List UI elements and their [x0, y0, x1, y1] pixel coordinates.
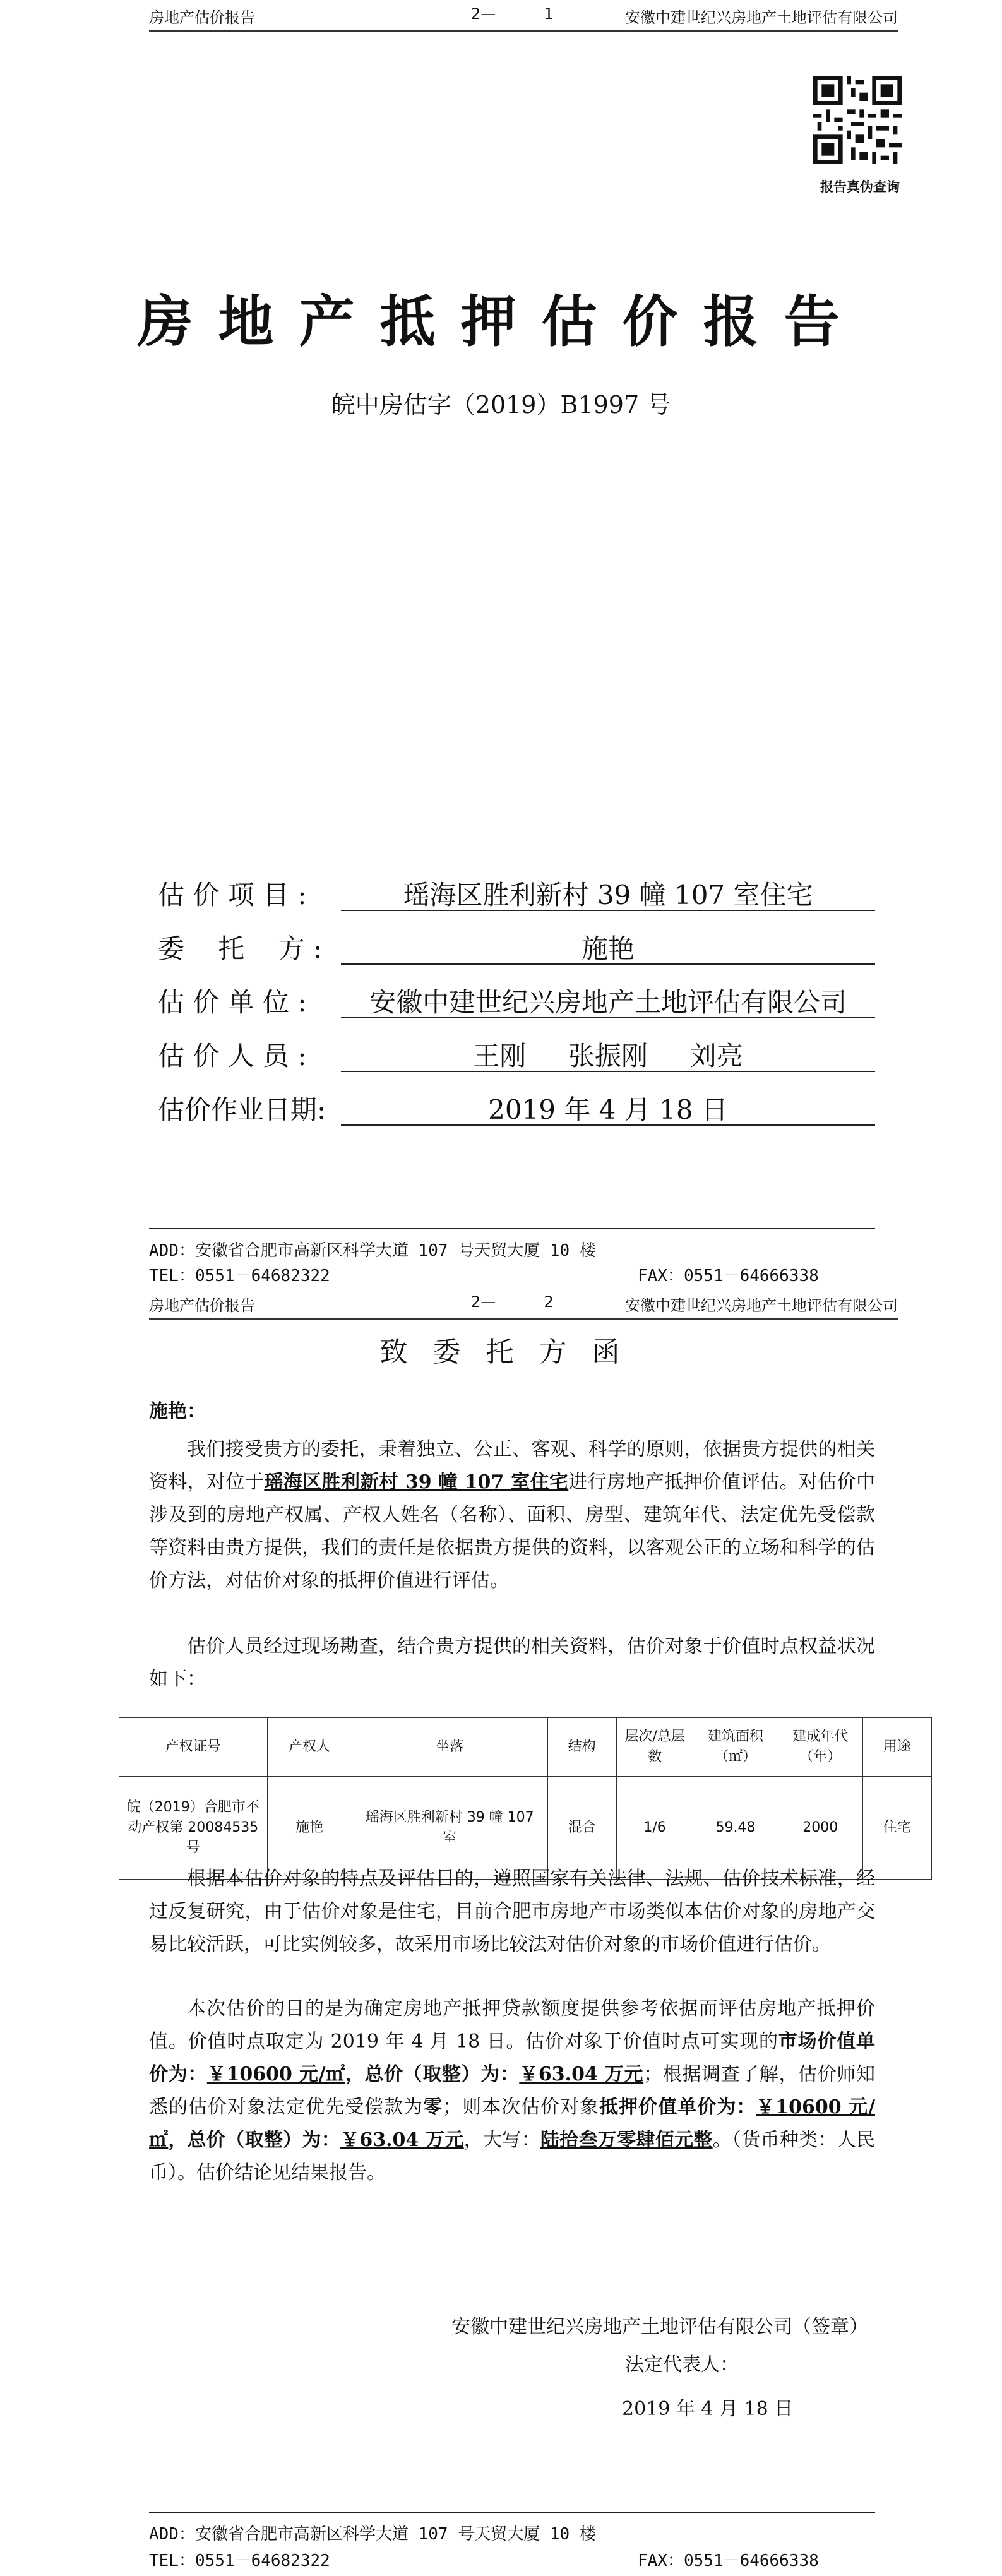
letter-paragraph-1 [149, 1433, 875, 1597]
col-structure: 结构 [547, 1718, 616, 1777]
field-label: 估 价 项 目 : [158, 880, 307, 910]
footer-fax: FAX：0551－64666338 [638, 1267, 819, 1285]
footer-fax: FAX：0551－64666338 [638, 2551, 819, 2570]
p4-amount-in-words: 陆拾叁万零肆佰元整 [540, 2129, 713, 2151]
header-company: 安徽中建世纪兴房地产土地评估有限公司 [625, 9, 898, 27]
report-number: 皖中房估字（2019）B1997 号 [331, 391, 671, 419]
p4-text-i: 。（货币种类：人民币）。估价结论见结果报告。 [149, 2129, 876, 2184]
col-year: 建成年代（年） [778, 1718, 862, 1777]
signer-company: 安徽中建世纪兴房地产土地评估有限公司（签章） [451, 2316, 868, 2338]
p4-mortgage-total-label: ，总价（取整）为： [168, 2129, 341, 2151]
legal-representative: 法定代表人： [625, 2354, 739, 2376]
p4-mortgage-unit-label: 抵押价值单价为： [599, 2096, 756, 2118]
field-value: 王刚 张振刚 刘亮 [341, 1035, 875, 1072]
footer-rule [149, 2512, 875, 2513]
footer-address: ADD：安徽省合肥市高新区科学大道 107 号天贸大厦 10 楼 [149, 1241, 596, 1260]
letter-paragraph-4 [149, 1993, 875, 2190]
header-page-number: 2— 2 [471, 1293, 554, 1311]
letter-paragraph-3: 根据本估价对象的特点及评估目的，遵照国家有关法律、法规、估价技术标准，经过反复研究，由于估价对象是住宅，目前合肥市房地产市场类似本估价对象的房地产交易比较活跃，可比实例较多，故采用市场比较法对估价对象的市场价值进行估价。 [149, 1868, 875, 1955]
qr-caption: 报告真伪查询 [820, 179, 900, 194]
p1-address: 瑶海区胜利新村 39 幢 107 室住宅 [264, 1471, 569, 1493]
table-header-row [119, 1718, 932, 1777]
p4-priority-claim: 零 [423, 2096, 443, 2118]
p4-market-unit-value: ￥10600 元/㎡ [206, 2063, 345, 2085]
qr-code[interactable] [813, 76, 902, 164]
col-area: 建筑面积（㎡） [693, 1718, 778, 1777]
property-table [119, 1717, 932, 1880]
page-header [149, 1288, 898, 1320]
p1-text-b: 进行房地产抵押价值评估。对估价中涉及到的房地产权属、产权人姓名（名称）、面积、房型、建筑年代、法定优先受偿款等资料由贵方提供，我们的责任是依据贵方提供的资料，以客观公正的立场和科学的估价方法，对估价对象的抵押价值进行评估。 [149, 1471, 876, 1592]
header-left-text: 房地产估价报告 [149, 1297, 255, 1315]
col-floor: 层次/总层数 [616, 1718, 693, 1777]
field-value: 2019 年 4 月 18 日 [341, 1089, 875, 1126]
col-cert-no: 产权证号 [119, 1718, 268, 1777]
p1-text-a: 我们接受贵方的委托，秉着独立、公正、客观、科学的原则，依据贵方提供的相关资料，对位于 [149, 1438, 875, 1493]
field-label: 估 价 人 员 : [158, 1041, 307, 1071]
cell-location: 瑶海区胜利新村 39 幢 107 室 [352, 1777, 547, 1880]
letter-paragraph-2: 估价人员经过现场勘查，结合贵方提供的相关资料，估价对象于价值时点权益状况如下： [149, 1635, 875, 1690]
footer-tel: TEL：0551－64682322 [149, 2551, 330, 2570]
letter-title: 致 委 托 方 函 [379, 1336, 623, 1368]
letter-salutation: 施艳： [149, 1400, 206, 1422]
p4-mortgage-total-value: ￥63.04 万元 [340, 2129, 464, 2151]
col-owner: 产权人 [267, 1718, 352, 1777]
cell-owner: 施艳 [267, 1777, 352, 1880]
p4-mortgage-unit-value: ￥10600 元/㎡ [149, 2096, 876, 2151]
field-label: 委 托 方 : [158, 933, 323, 964]
cell-use: 住宅 [862, 1777, 931, 1880]
header-page-number: 2— 1 [471, 5, 554, 23]
cell-cert-no: 皖（2019）合肥市不动产权第 20084535 号 [119, 1777, 268, 1880]
p4-text-c: ；根据调查了解，估价师知悉的估价对象法定优先受偿款为 [149, 2063, 876, 2118]
p4-market-total-value: ￥63.04 万元 [519, 2063, 644, 2085]
cell-structure: 混合 [547, 1777, 616, 1880]
p4-text-a: 本次估价的目的是为确定房地产抵押贷款额度提供参考依据而评估房地产抵押价值。价值时点取定为 2019 年 4 月 18 日。估价对象于价值时点可实现的 [149, 1998, 875, 2053]
report-title: 房地产抵押估价报告 [137, 289, 865, 354]
p4-market-total-label: ，总价（取整）为： [345, 2063, 520, 2085]
field-value: 安徽中建世纪兴房地产土地评估有限公司 [341, 982, 875, 1018]
p4-market-unit-label: 市场价值单价为： [149, 2030, 876, 2085]
field-value: 瑶海区胜利新村 39 幢 107 室住宅 [341, 874, 875, 911]
field-label: 估 价 单 位 : [158, 987, 307, 1018]
cell-year: 2000 [778, 1777, 862, 1880]
p4-text-e: ；则本次估价对象 [443, 2096, 600, 2118]
footer-rule [149, 1228, 875, 1229]
p4-text-g: ，大写： [463, 2129, 540, 2151]
field-value: 施艳 [341, 928, 875, 965]
page-header [149, 0, 898, 32]
field-label: 估价作业日期: [158, 1094, 326, 1125]
signature-date: 2019 年 4 月 18 日 [622, 2398, 794, 2420]
col-use: 用途 [862, 1718, 931, 1777]
footer-address: ADD：安徽省合肥市高新区科学大道 107 号天贸大厦 10 楼 [149, 2525, 596, 2544]
cell-area: 59.48 [693, 1777, 778, 1880]
footer-tel: TEL：0551－64682322 [149, 1267, 330, 1285]
header-company: 安徽中建世纪兴房地产土地评估有限公司 [625, 1297, 898, 1315]
col-location: 坐落 [352, 1718, 547, 1777]
cell-floor: 1/6 [616, 1777, 693, 1880]
header-left-text: 房地产估价报告 [149, 9, 255, 27]
